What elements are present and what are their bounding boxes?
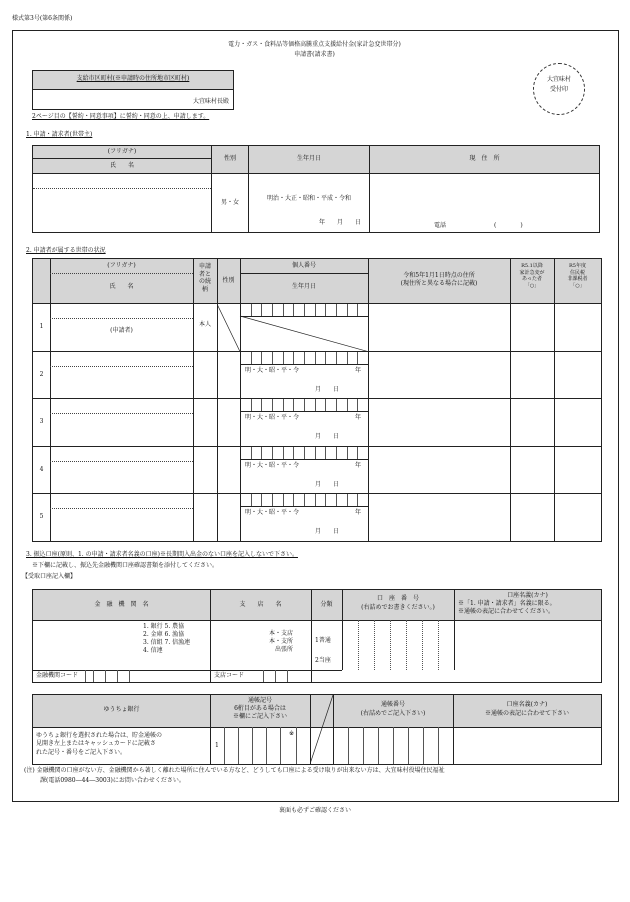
member-year: 年	[355, 461, 362, 469]
s2-furigana-header: (フリガナ)	[107, 262, 136, 269]
branch-code-label: 支店コード	[214, 672, 245, 679]
digit-divider	[423, 727, 424, 764]
member-month-day: 月 日	[315, 433, 340, 441]
household-row	[33, 493, 601, 542]
inst-type-2: 2. 金庫 6. 漁協	[143, 631, 185, 639]
my-number-boxes[interactable]	[240, 494, 368, 507]
s1-furigana-header: (フリガナ)	[33, 146, 212, 159]
yucho-name-header: 口座名義(カナ)	[506, 701, 548, 708]
s1-date-units: 年 月 日	[318, 219, 361, 226]
bank-institution-header: 金 融 機 関 名	[94, 601, 149, 608]
digit-divider	[263, 670, 264, 682]
member-year: 年	[355, 414, 362, 422]
s2-tax-4: 「○」	[570, 282, 585, 289]
s2-tax-exempt-header	[554, 263, 601, 289]
applicant-diagonals	[217, 304, 368, 352]
bank-table	[32, 589, 602, 683]
digit-divider	[358, 620, 359, 670]
s2-income-drop-header	[510, 263, 554, 289]
yucho-desc-1: ゆうちょ銀行を選択された場合は、貯金通帳の	[36, 732, 163, 739]
bank-account-number-note: (右詰めでお書きください。)	[361, 604, 435, 611]
digit-divider	[408, 727, 409, 764]
inst-type-1: 1. 銀行 5. 農協	[143, 623, 185, 630]
s1-phone-label: 電話	[434, 222, 447, 229]
digit-divider	[363, 727, 364, 764]
addressee-name: 大宜味村長殿	[192, 98, 229, 105]
member-eras: 明・大・昭・平・令	[245, 366, 300, 374]
section3-box-label: 【受取口座記入欄】	[22, 573, 77, 580]
applicant-label: (申請者)	[110, 327, 133, 334]
s1-name-header: 氏 名	[33, 159, 212, 174]
inst-type-3: 3. 信組 7. 信漁連	[143, 639, 191, 647]
bank-category-1[interactable]: 1普通	[315, 637, 331, 644]
row-number: 2	[39, 370, 44, 378]
yucho-symbol-note2: ※欄にご記入下さい	[232, 713, 287, 720]
household-table	[32, 258, 602, 542]
digit-divider	[105, 670, 106, 682]
yucho-label: ゆうちょ銀行	[103, 706, 140, 713]
bank-account-name-note1: ※「1. 申請・請求者」名義に限る。	[458, 600, 556, 607]
receipt-stamp-line2: 受付印	[549, 86, 568, 93]
member-month-day: 月 日	[315, 480, 340, 488]
member-year: 年	[355, 366, 362, 374]
s1-sex-options: 男・女	[220, 199, 239, 207]
yucho-diagonal	[310, 695, 333, 764]
s2-name-header: 氏 名	[109, 283, 134, 290]
yucho-symbol-header: 通帳記号	[247, 697, 272, 704]
bank-institution-types[interactable]	[143, 623, 190, 655]
digit-divider	[117, 670, 118, 682]
s1-eras: 明治・大正・昭和・平成・令和	[266, 195, 351, 202]
member-name-input[interactable]	[50, 447, 193, 495]
household-row	[33, 351, 601, 400]
s2-drop-1: R5.1以降	[521, 263, 543, 269]
branch-type-1: 本・支店	[269, 630, 294, 637]
section3-note: ※下欄に記載し、振込先金融機関口座確認書類を添付してください。	[32, 562, 219, 569]
digit-divider	[238, 727, 239, 764]
s2-rel-line1: 申請	[198, 263, 211, 270]
digit-divider	[287, 670, 288, 682]
bank-category-header: 分類	[320, 601, 333, 608]
s2-tax-2: 住民税	[569, 269, 585, 276]
s2-drop-4: 「○」	[524, 282, 540, 289]
digit-divider	[393, 727, 394, 764]
row-number: 5	[39, 513, 44, 521]
s1-birthdate-cell[interactable]	[249, 174, 370, 233]
s1-sex-header: 性別	[212, 146, 249, 174]
section2-heading: 2. 申請者が属する世帯の状況	[26, 247, 106, 254]
member-eras: 明・大・昭・平・令	[245, 509, 300, 517]
page-footer: 裏面も必ずご確認ください	[278, 807, 351, 814]
form-number: 様式第3号(第6条関係)	[12, 15, 73, 22]
digit-divider	[406, 620, 407, 670]
yucho-number-header: 通帳番号	[380, 701, 405, 708]
yucho-prefix: 1	[215, 742, 219, 749]
yucho-symbol-note1: 6桁目がある場合は	[234, 705, 286, 712]
my-number-boxes[interactable]	[240, 447, 368, 460]
digit-divider	[438, 727, 439, 764]
inst-type-4: 4. 信連	[143, 647, 163, 655]
digit-divider	[280, 727, 281, 764]
digit-divider	[275, 670, 276, 682]
receipt-stamp	[533, 63, 585, 115]
s2-sex-header: 性別	[222, 277, 235, 284]
s1-phone-parens: ( )	[494, 222, 523, 229]
household-row	[33, 398, 601, 447]
digit-divider	[438, 620, 439, 670]
member-month-day: 月 日	[315, 385, 340, 393]
yucho-name-note: ※通帳の表記に合わせて下さい	[484, 710, 569, 717]
s1-address-cell[interactable]	[370, 174, 600, 233]
s2-tax-1: R5年度	[569, 263, 586, 269]
member-eras: 明・大・昭・平・令	[245, 461, 300, 469]
row-number: 4	[39, 465, 44, 473]
digit-divider	[224, 727, 225, 764]
yucho-number-note: (右詰めでご記入下さい)	[360, 710, 426, 717]
addressee-label: 支給市区町村(※申請時の住所地市区町村)	[76, 75, 190, 82]
digit-divider	[296, 727, 297, 764]
s2-drop-2: 家計急変が	[519, 269, 545, 276]
member-eras: 明・大・昭・平・令	[245, 414, 300, 422]
bank-account-name-header: 口座名義(カナ)	[507, 592, 548, 599]
s2-drop-3: あった者	[522, 276, 542, 282]
household-row	[33, 303, 601, 352]
s2-rel-line2: 者との続柄	[198, 270, 211, 293]
s2-relationship-header	[193, 263, 217, 293]
bank-branch-header: 支 店 名	[239, 601, 282, 608]
footnote-line2: 課(電話0980―44―3003)にお問い合わせください。	[40, 777, 185, 784]
bank-account-name-note2: ※通帳の表記に合わせてください。	[458, 608, 555, 615]
s2-address-header-2: (現住所と異なる場合に記載)	[400, 280, 478, 287]
member-name-input[interactable]	[50, 494, 193, 542]
branch-type-2: 本・支所	[269, 638, 294, 646]
form-subtitle: 申請書(請求書)	[294, 51, 335, 58]
digit-divider	[93, 670, 94, 682]
member-year: 年	[355, 509, 362, 517]
digit-divider	[266, 727, 267, 764]
s2-tax-3: 非課税者	[567, 276, 588, 282]
yucho-table	[32, 694, 602, 765]
footnote-line1: (注) 金融機関の口座がない方、金融機関から著しく離れた場所に住んでいる方など、どうしても口座による受け取りが出来ない方は、大宜味村役場住民福祉	[24, 767, 445, 774]
digit-divider	[348, 727, 349, 764]
digit-divider	[252, 727, 253, 764]
branch-type-3: 出張所	[275, 646, 294, 654]
pledge-text: 2ページ目の【誓約・同意事項】に誓約・同意の上、申請します。	[32, 113, 210, 120]
s1-address-header: 現 住 所	[370, 146, 600, 174]
household-row	[33, 446, 601, 495]
my-number-boxes[interactable]	[240, 399, 368, 412]
digit-divider	[378, 727, 379, 764]
digit-divider	[129, 670, 130, 682]
form-title: 電力・ガス・食料品等価格高騰重点支援給付金(家計急変世帯分)	[228, 41, 401, 48]
yucho-desc-2: 見開き左上またはキャッシュカードに記載さ	[36, 740, 156, 748]
digit-divider	[390, 620, 391, 670]
s2-birthdate-header: 生年月日	[291, 283, 316, 290]
bank-branch-types[interactable]	[269, 630, 293, 654]
member-month-day: 月 日	[315, 528, 340, 536]
s1-name-cell[interactable]	[33, 174, 212, 233]
row-number: 3	[39, 418, 44, 426]
self-label: 本人	[198, 321, 211, 328]
member-name-input[interactable]	[50, 352, 193, 400]
digit-divider	[374, 620, 375, 670]
s2-mynumber-header: 個人番号	[291, 262, 316, 269]
s1-sex-cell[interactable]	[212, 174, 249, 233]
s2-address-header-1: 令和5年1月1日時点の住所	[403, 272, 475, 279]
bank-category-2[interactable]: 2当座	[315, 657, 331, 664]
yucho-desc-3: れた記号・番号をご記入下さい。	[36, 748, 127, 756]
digit-divider	[422, 620, 423, 670]
section3-heading: 3. 振込口座(原則、1. の申請・請求者名義の口座)※長期間入出金のない口座を記入しないで下さい。	[26, 551, 298, 558]
s1-birthdate-header: 生年月日	[249, 146, 370, 174]
applicant-table	[32, 145, 600, 233]
addressee-box	[32, 70, 234, 110]
bank-account-number-header: 口 座 番 号	[376, 595, 419, 602]
row-number: 1	[39, 323, 44, 330]
member-name-input[interactable]	[50, 399, 193, 447]
section1-heading: 1. 申請・請求者(世帯主)	[26, 131, 93, 138]
yucho-asterisk: ※	[289, 730, 295, 737]
bank-code-label: 金融機関コード	[36, 672, 79, 679]
my-number-boxes[interactable]	[240, 352, 368, 365]
yucho-description	[36, 732, 162, 757]
digit-divider	[85, 670, 86, 682]
receipt-stamp-line1: 大宜味村	[546, 76, 571, 83]
